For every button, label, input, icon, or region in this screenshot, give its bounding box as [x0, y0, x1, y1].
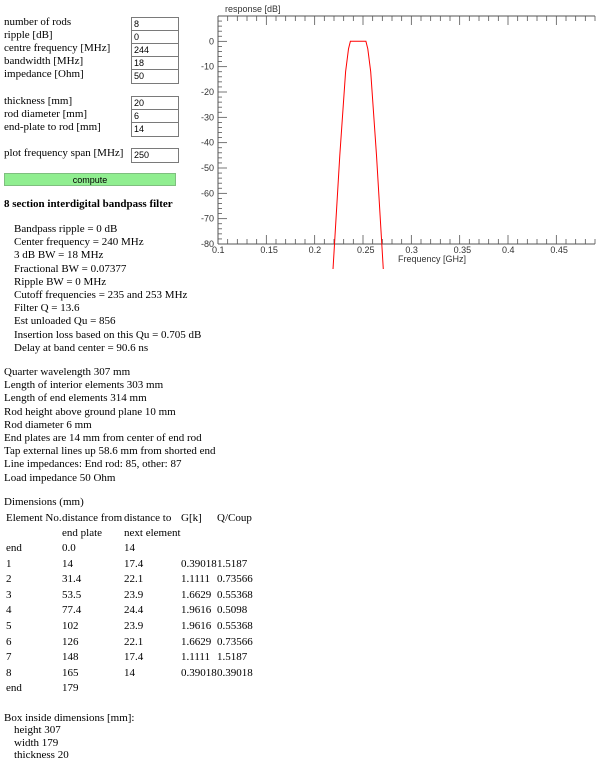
geometry-line: Line impedances: End rod: 85, other: 87: [4, 458, 182, 471]
table-cell: 1.1111: [181, 651, 211, 664]
response-series-line: [333, 41, 383, 269]
table-cell: 14: [62, 557, 73, 570]
table-cell: 31.4: [62, 573, 82, 586]
table-cell: 1.5187: [217, 651, 248, 664]
dimensions-title: Dimensions (mm): [4, 496, 84, 508]
table-cell: 1: [6, 557, 12, 570]
y-tick-label: -30: [200, 112, 214, 123]
param-label: end-plate to rod [mm]: [4, 121, 101, 133]
param-label: impedance [Ohm]: [4, 68, 84, 80]
table-cell: 4: [6, 604, 12, 617]
summary-line: Est unloaded Qu = 856: [14, 315, 116, 328]
table-cell: 23.9: [124, 620, 144, 632]
summary-line: Cutoff frequencies = 235 and 253 MHz: [14, 289, 188, 301]
y-tick-label: -80: [200, 239, 214, 249]
table-cell: end plate: [62, 527, 103, 539]
table-cell: Q/Coup: [217, 512, 252, 524]
y-tick-label: -60: [200, 188, 214, 199]
table-cell: 1.9616: [181, 620, 212, 632]
table-cell: 22.1: [124, 573, 144, 586]
table-cell: 7: [6, 651, 12, 664]
response-chart: [198, 4, 597, 269]
table-cell: 1.6629: [181, 635, 212, 648]
geometry-line: Tap external lines up 58.6 mm from shorted end: [4, 445, 216, 458]
table-cell: 165: [62, 666, 79, 679]
table-cell: 6: [6, 635, 12, 648]
param-label: ripple [dB]: [4, 29, 53, 41]
geometry-line: End plates are 14 mm from center of end rod: [4, 432, 202, 444]
box-line: height 307: [14, 724, 61, 736]
table-cell: end: [6, 682, 22, 695]
summary-line: Insertion loss based on this Qu = 0.705 dB: [14, 328, 202, 341]
param-input[interactable]: [131, 69, 179, 84]
table-cell: 2: [6, 573, 12, 586]
box-line: thickness 20: [14, 749, 69, 761]
table-cell: 102: [62, 620, 79, 632]
compute-button[interactable]: compute: [4, 173, 176, 186]
result-title: 8 section interdigital bandpass filter: [4, 198, 173, 210]
chart-title: response [dB]: [225, 4, 281, 14]
geometry-line: Load impedance 50 Ohm: [4, 471, 116, 484]
x-tick-label: 0.1: [212, 245, 225, 255]
table-cell: G[k]: [181, 512, 202, 524]
table-cell: 0.39018: [181, 557, 217, 570]
box-title: Box inside dimensions [mm]:: [4, 712, 135, 724]
table-cell: 8: [6, 666, 12, 679]
x-tick-label: 0.4: [502, 245, 515, 255]
param-label: number of rods: [4, 16, 72, 28]
table-cell: distance to: [124, 512, 172, 524]
table-cell: 1.9616: [181, 604, 212, 617]
table-cell: 77.4: [62, 604, 82, 617]
table-cell: 148: [62, 651, 79, 664]
x-tick-label: 0.3: [405, 245, 418, 255]
x-tick-label: 0.45: [550, 245, 568, 255]
table-cell: Element No.: [6, 512, 62, 524]
param-label: bandwidth [MHz]: [4, 55, 84, 67]
box-line: width 179: [14, 736, 59, 749]
table-cell: 0.39018: [181, 666, 217, 679]
param-label: thickness [mm]: [4, 95, 73, 107]
table-cell: 14: [124, 542, 135, 554]
geometry-line: Rod diameter 6 mm: [4, 418, 92, 431]
table-cell: 0.55368: [217, 620, 253, 632]
table-cell: 0.73566: [217, 635, 253, 648]
y-tick-label: -10: [200, 61, 214, 72]
table-cell: 0.39018: [217, 666, 253, 679]
table-cell: 179: [62, 682, 79, 695]
summary-line: Fractional BW = 0.07377: [14, 262, 127, 275]
table-cell: 53.5: [62, 588, 82, 601]
param-label: centre frequency [MHz]: [4, 42, 111, 54]
table-cell: 1.1111: [181, 573, 211, 586]
table-cell: 1.5187: [217, 557, 248, 570]
param-label: rod diameter [mm]: [4, 108, 88, 120]
summary-line: Ripple BW = 0 MHz: [14, 275, 107, 288]
geometry-line: Length of interior elements 303 mm: [4, 379, 164, 392]
x-tick-label: 0.15: [260, 245, 278, 255]
table-cell: end: [6, 542, 22, 554]
param-input[interactable]: [131, 122, 179, 137]
table-cell: 17.4: [124, 651, 144, 664]
table-cell: 24.4: [124, 604, 144, 617]
table-cell: distance from: [62, 512, 123, 524]
x-tick-label: 0.2: [308, 245, 322, 255]
table-cell: 14: [124, 666, 135, 679]
geometry-line: Quarter wavelength 307 mm: [4, 366, 131, 378]
param-label: plot frequency span [MHz]: [4, 147, 124, 159]
geometry-line: Rod height above ground plane 10 mm: [4, 405, 176, 418]
summary-line: Center frequency = 240 MHz: [14, 236, 144, 249]
summary-line: 3 dB BW = 18 MHz: [14, 249, 104, 262]
x-axis-label: Frequency [GHz]: [398, 254, 467, 264]
table-cell: 0.73566: [217, 573, 253, 586]
table-cell: 23.9: [124, 588, 144, 601]
table-cell: 5: [6, 620, 12, 632]
table-cell: 126: [62, 635, 79, 648]
x-tick-label: 0.35: [453, 245, 472, 255]
table-cell: 0.55368: [217, 588, 253, 601]
y-tick-label: -20: [200, 87, 214, 97]
table-cell: 22.1: [124, 635, 144, 648]
table-cell: 3: [6, 588, 12, 601]
y-tick-label: -40: [200, 137, 214, 148]
summary-line: Filter Q = 13.6: [14, 302, 80, 315]
param-input[interactable]: [131, 148, 179, 163]
geometry-line: Length of end elements 314 mm: [4, 392, 147, 405]
y-tick-label: -70: [200, 213, 214, 224]
summary-line: Delay at band center = 90.6 ns: [14, 341, 149, 354]
table-cell: 1.6629: [181, 588, 212, 601]
summary-line: Bandpass ripple = 0 dB: [14, 223, 118, 235]
table-cell: 0.0: [62, 542, 76, 554]
y-tick-label: -50: [200, 163, 214, 173]
table-cell: 0.5098: [217, 604, 248, 617]
y-tick-label: 0: [208, 36, 214, 47]
table-cell: 17.4: [124, 557, 144, 570]
x-tick-label: 0.25: [357, 245, 375, 255]
table-cell: next element: [124, 527, 181, 539]
